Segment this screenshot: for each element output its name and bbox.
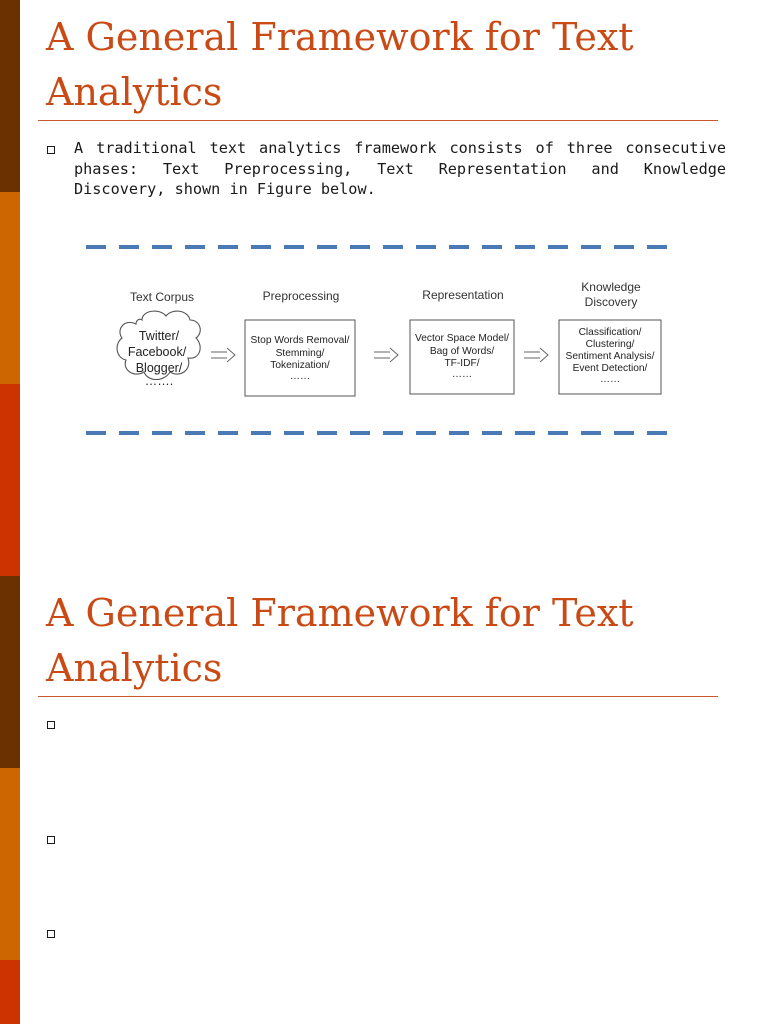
slide-2 xyxy=(0,576,768,1024)
title-divider xyxy=(38,696,718,697)
box-item: Clustering/ xyxy=(585,339,635,350)
box-item: Sentiment Analysis/ xyxy=(565,351,655,362)
bullet-square-icon xyxy=(47,146,55,154)
side-stripe-red xyxy=(0,384,20,576)
box-item: Tokenization/ xyxy=(270,360,330,371)
arrow-right-icon xyxy=(374,348,398,362)
box-item: TF-IDF/ xyxy=(444,358,480,369)
box-item: …… xyxy=(289,371,311,382)
bullet-square-icon xyxy=(47,930,55,938)
box-item: …… xyxy=(451,369,473,380)
box-item: Event Detection/ xyxy=(572,363,648,374)
side-stripe-dark xyxy=(0,0,20,192)
bullet-text: A traditional text analytics framework consists of three consecutive phases: Text Preprocessing, Text Representation and Knowledge Discovery, shown in Figure below. xyxy=(74,139,726,198)
title-line-1: A General Framework for Text xyxy=(46,591,634,635)
bullet-square-icon xyxy=(47,836,55,844)
box-item: Vector Space Model/ xyxy=(414,333,510,344)
stage-label-corpus: Text Corpus xyxy=(129,290,195,304)
box-item: Stop Words Removal/ xyxy=(250,335,350,346)
cloud-item: ……. xyxy=(144,374,174,388)
slide-title xyxy=(46,10,726,120)
framework-figure xyxy=(80,232,680,452)
bullet-square-icon xyxy=(47,721,55,729)
arrow-right-icon xyxy=(211,348,235,362)
box-item: …… xyxy=(599,374,621,385)
slide-title xyxy=(46,586,726,696)
side-stripe-orange xyxy=(0,192,20,384)
side-stripe-dark xyxy=(0,576,20,768)
cloud-item: Blogger/ xyxy=(135,361,183,375)
stage-label-preprocessing: Preprocessing xyxy=(262,289,340,303)
title-line-2: Analytics xyxy=(46,70,223,114)
box-item: Stemming/ xyxy=(275,348,325,359)
stage-box-representation xyxy=(410,320,514,394)
arrow-right-icon xyxy=(524,348,548,362)
title-line-1: A General Framework for Text xyxy=(46,15,634,59)
title-divider xyxy=(38,120,718,121)
stage-label-representation: Representation xyxy=(422,288,504,302)
title-line-2: Analytics xyxy=(46,646,223,690)
side-stripe-red xyxy=(0,960,20,1024)
stage-label-discovery: Discovery xyxy=(584,295,638,309)
box-item: Bag of Words/ xyxy=(429,346,495,357)
stage-label-knowledge: Knowledge xyxy=(581,280,641,294)
box-item: Classification/ xyxy=(578,327,642,338)
side-stripe-orange xyxy=(0,768,20,960)
cloud-item: Twitter/ xyxy=(138,329,180,343)
cloud-item: Facebook/ xyxy=(127,345,187,359)
